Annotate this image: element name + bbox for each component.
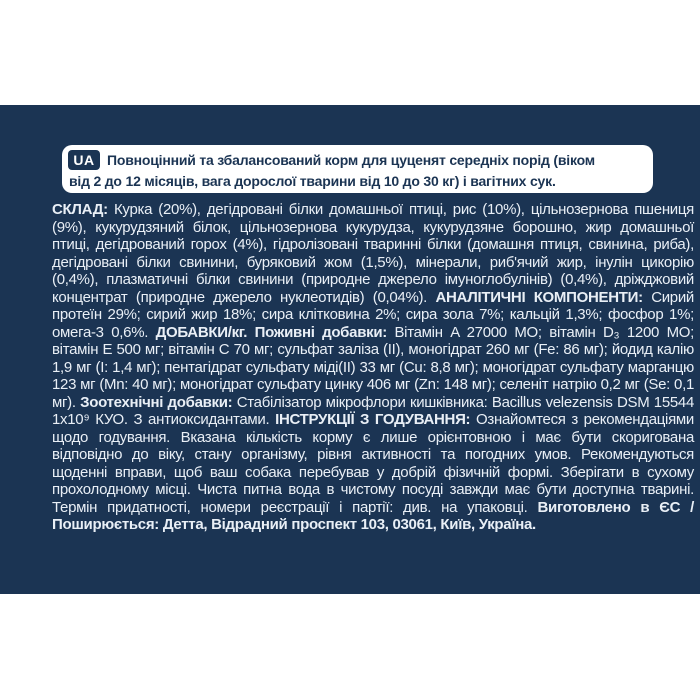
header-box bbox=[62, 145, 653, 193]
body-segment: Стабілізатор мікрофлори кишківника: Bacillus velezensis DSM 15544 1x10⁹ КУО. З антиоксидантами. bbox=[52, 393, 694, 428]
body-segment: СКЛАД: bbox=[52, 201, 114, 218]
label-body-text bbox=[52, 201, 694, 534]
ua-language-badge: UA bbox=[68, 150, 100, 170]
product-description-line-1: Повноцінний та збалансований корм для цуценят середніх порід (віком bbox=[107, 152, 595, 168]
header-line-1 bbox=[68, 150, 649, 170]
body-segment: ІНСТРУКЦІЇ З ГОДУВАННЯ: bbox=[275, 411, 477, 428]
body-segment: Курка (20%), дегідровані білки домашньої птиці, рис (10%), цільнозернова пшениця (9%), кукурудзяний білок, цільнозернова кукурудза, кукурудзяне борошно, жир домашньої птиці, дегідрований горох (4%), гідролізовані тваринні білки (домашня птиця, свинина, риба), дегідровані білки свинини, буряковий жом (1,5%), мінерали, риб'ячий жир, інулін цикорію (0,4%), плазматичні білки свинини (природне джерело імуноглобулінів) (0,4%), дріжджовий концентрат (природне джерело нуклеотидів) (0,04%). bbox=[52, 201, 694, 306]
body-segment: Ознайомтеся з рекомендаціями щодо годування. Вказана кількість корму є лише орієнтовною і має бути скоригована відповідно до віку, стану організму, рівня активності та погодних умов. Рекомендуються щоденні вправи, щоб ваш собака перебував у добрій фізичній формі. Зберігати в сухому прохолодному місці. Чиста питна вода в чистому посуді завжди має бути доступна тварині. Термін придатності, номери реєстрації і партії: див. на упаковці. bbox=[52, 411, 695, 516]
body-segment: ДОБАВКИ/кг. Поживні добавки: bbox=[155, 323, 395, 341]
body-segment: Сирий протеїн 29%; сирий жир 18%; сира клітковина 2%; сира зола 7%; кальцій 1,3%; фосфор 1%; омега-3 0,6%. bbox=[52, 288, 694, 341]
body-segment: Вітамін A 27000 МО; вітамін D₃ 1200 МО; вітамін E 500 мг; вітамін C 70 мг; сульфат заліза (II), моногідрат 260 мг (Fe: 86 мг); йодид калію 1,9 мг (I: 1,4 мг); пентагідрат сульфату міді(II) 33 мг (Cu: 8,8 мг); моногідрат сульфату марганцю 123 мг (Mn: 40 мг); моногідрат сульфату цинку 406 мг (Zn: 148 мг); селеніт натрію 0,2 мг (Se: 0,1 мг). bbox=[52, 323, 695, 411]
body-segment: Виготовлено в ЄС / Поширюється: Детта, Відрадний проспект 103, 03061, Київ, Україна. bbox=[52, 498, 694, 533]
body-segment: Зоотехнічні добавки: bbox=[80, 393, 237, 411]
body-segment: АНАЛІТИЧНІ КОМПОНЕНТИ: bbox=[435, 288, 652, 306]
product-info-panel bbox=[0, 105, 700, 594]
header-line-2 bbox=[68, 173, 649, 191]
product-description-line-2: від 2 до 12 місяців, вага дорослої тварини від 10 до 30 кг) і вагітних сук. bbox=[69, 173, 556, 189]
